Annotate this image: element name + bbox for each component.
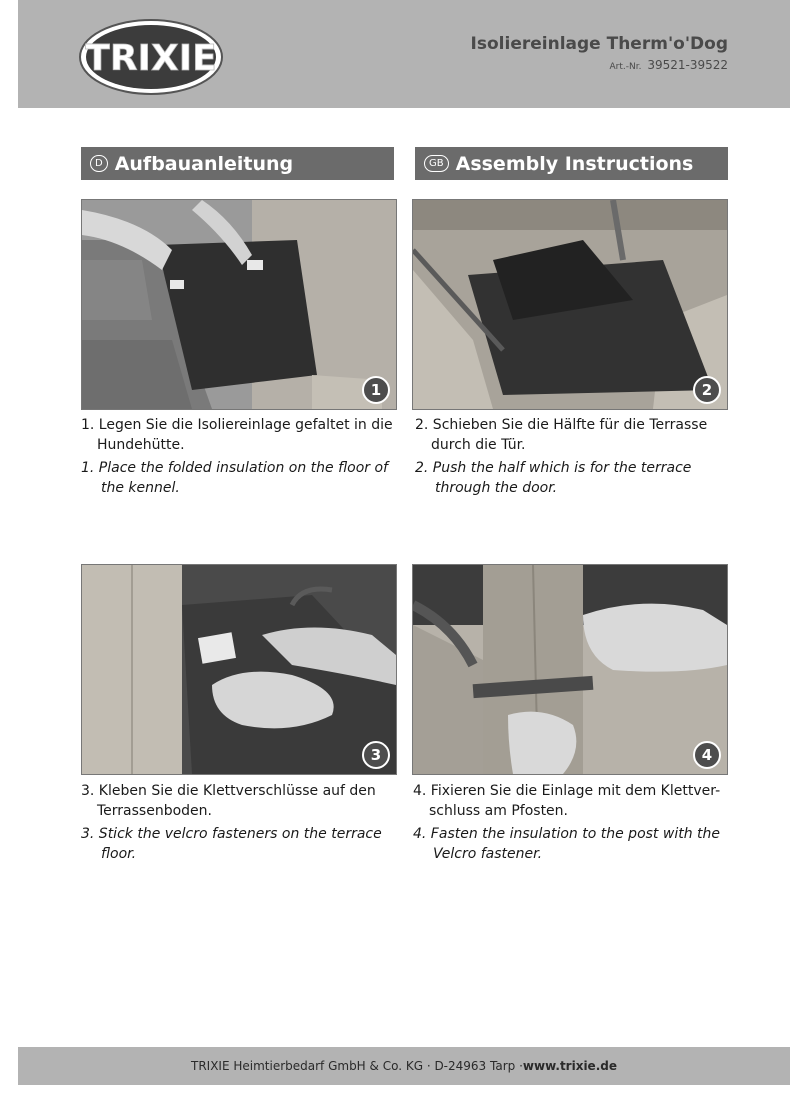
step-3-number-badge: 3 bbox=[362, 741, 390, 769]
section-title-german: Aufbauanleitung bbox=[114, 152, 294, 175]
step-3-german: 3. Kleben Sie die Klettverschlüsse auf den Terrassenboden. bbox=[81, 783, 376, 819]
section-header-english bbox=[415, 147, 728, 180]
step-3-photo bbox=[81, 564, 397, 775]
article-number bbox=[610, 58, 728, 72]
step-1-german: 1. Legen Sie die Isoliereinlage gefaltet in die Hundehütte. bbox=[81, 417, 393, 453]
step-3-text bbox=[81, 781, 406, 864]
step-4-english: 4. Fasten the insulation to the post with the Velcro fastener. bbox=[413, 826, 720, 862]
step-4-text bbox=[413, 781, 738, 864]
language-badge-de: D bbox=[90, 155, 108, 172]
step-2-text bbox=[415, 415, 740, 498]
step-2-photo bbox=[412, 199, 728, 410]
step-1-number-badge: 1 bbox=[362, 376, 390, 404]
product-title: Isoliereinlage Therm'o'Dog bbox=[470, 34, 728, 54]
svg-text:TRIXIE: TRIXIE bbox=[85, 38, 217, 79]
section-header-german bbox=[81, 147, 394, 180]
step-1-text bbox=[81, 415, 406, 498]
step-1-english: 1. Place the folded insulation on the floor of the kennel. bbox=[81, 460, 388, 496]
footer bbox=[18, 1047, 790, 1085]
step-2-number-badge: 2 bbox=[693, 376, 721, 404]
step-3-english: 3. Stick the velcro fasteners on the terrace floor. bbox=[81, 826, 382, 862]
footer-company: TRIXIE Heimtierbedarf GmbH & Co. KG · D-24963 Tarp · bbox=[190, 1059, 523, 1073]
footer-website-link[interactable]: www.trixie.de bbox=[522, 1059, 617, 1073]
article-number-value: 39521-39522 bbox=[647, 58, 728, 72]
section-title-english: Assembly Instructions bbox=[455, 152, 694, 175]
step-4-photo bbox=[412, 564, 728, 775]
language-badge-gb: GB bbox=[424, 155, 449, 172]
step-1-photo bbox=[81, 199, 397, 410]
step-2-english: 2. Push the half which is for the terrace through the door. bbox=[415, 460, 692, 496]
article-number-label: Art.-Nr. bbox=[609, 62, 642, 72]
trixie-logo bbox=[78, 18, 224, 96]
step-4-german: 4. Fixieren Sie die Einlage mit dem Klettver-schluss am Pfosten. bbox=[413, 783, 721, 819]
step-2-german: 2. Schieben Sie die Hälfte für die Terrasse durch die Tür. bbox=[415, 417, 708, 453]
step-4-number-badge: 4 bbox=[693, 741, 721, 769]
